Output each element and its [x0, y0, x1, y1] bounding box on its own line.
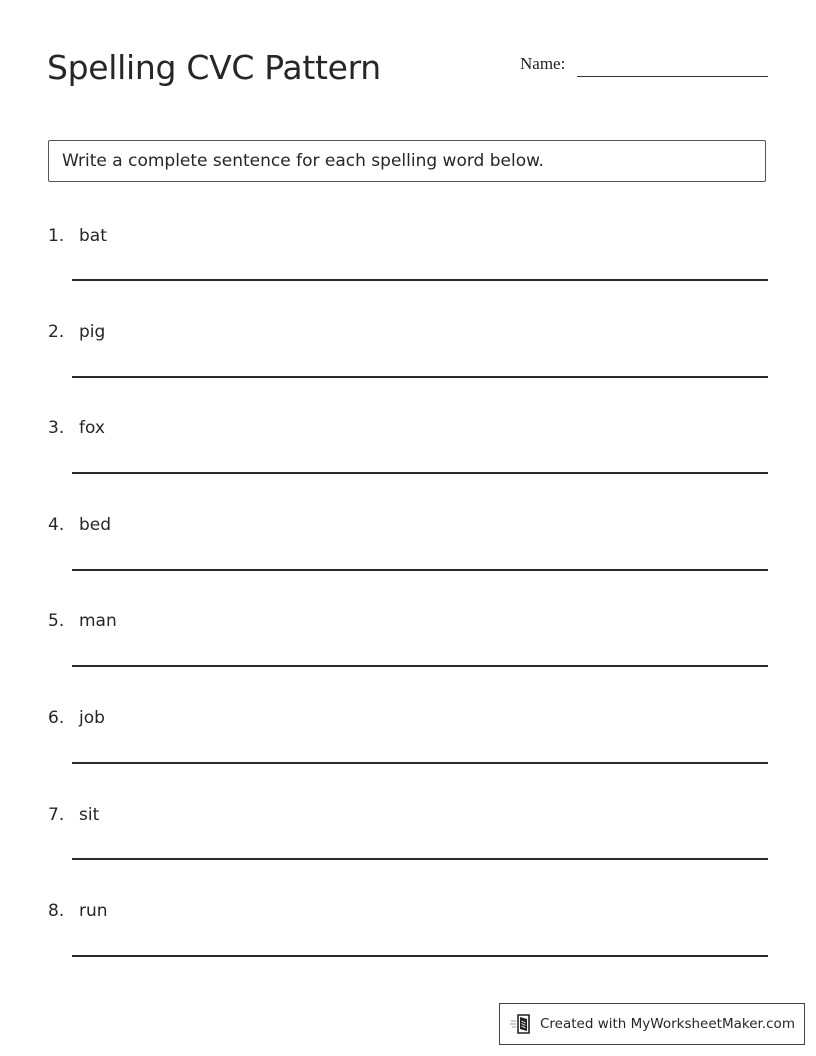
item-number: 3.: [48, 418, 65, 438]
answer-line: [72, 569, 768, 571]
footer-text: Created with MyWorksheetMaker.com: [540, 1016, 795, 1032]
list-item: [48, 321, 768, 381]
answer-line: [72, 665, 768, 667]
item-word: run: [79, 901, 108, 921]
answer-line: [72, 376, 768, 378]
list-item: [48, 514, 768, 574]
answer-line: [72, 955, 768, 957]
list-item: [48, 804, 768, 864]
answer-line: [72, 472, 768, 474]
item-word: pig: [79, 322, 106, 342]
item-number: 2.: [48, 322, 65, 342]
item-word: job: [79, 708, 105, 728]
item-word: bed: [79, 515, 112, 535]
list-item: [48, 900, 768, 960]
footer-credit: [499, 1003, 805, 1045]
answer-line: [72, 858, 768, 860]
list-item: [48, 225, 768, 285]
item-number: 1.: [48, 226, 65, 246]
item-word: bat: [79, 226, 107, 246]
item-number: 4.: [48, 515, 65, 535]
name-write-line: [577, 76, 768, 77]
page-title: Spelling CVC Pattern: [47, 48, 381, 87]
answer-line: [72, 279, 768, 281]
instructions-box: [48, 140, 766, 182]
list-item: [48, 610, 768, 670]
item-number: 6.: [48, 708, 65, 728]
list-item: [48, 417, 768, 477]
name-label: Name:: [520, 54, 566, 73]
item-number: 7.: [48, 805, 65, 825]
item-word: man: [79, 611, 117, 631]
item-number: 5.: [48, 611, 65, 631]
answer-line: [72, 762, 768, 764]
myworksheetmaker-logo-icon: [510, 1013, 534, 1035]
instructions-text: Write a complete sentence for each spelling word below.: [62, 151, 544, 171]
item-word: sit: [79, 805, 100, 825]
item-word: fox: [79, 418, 105, 438]
item-number: 8.: [48, 901, 65, 921]
list-item: [48, 707, 768, 767]
